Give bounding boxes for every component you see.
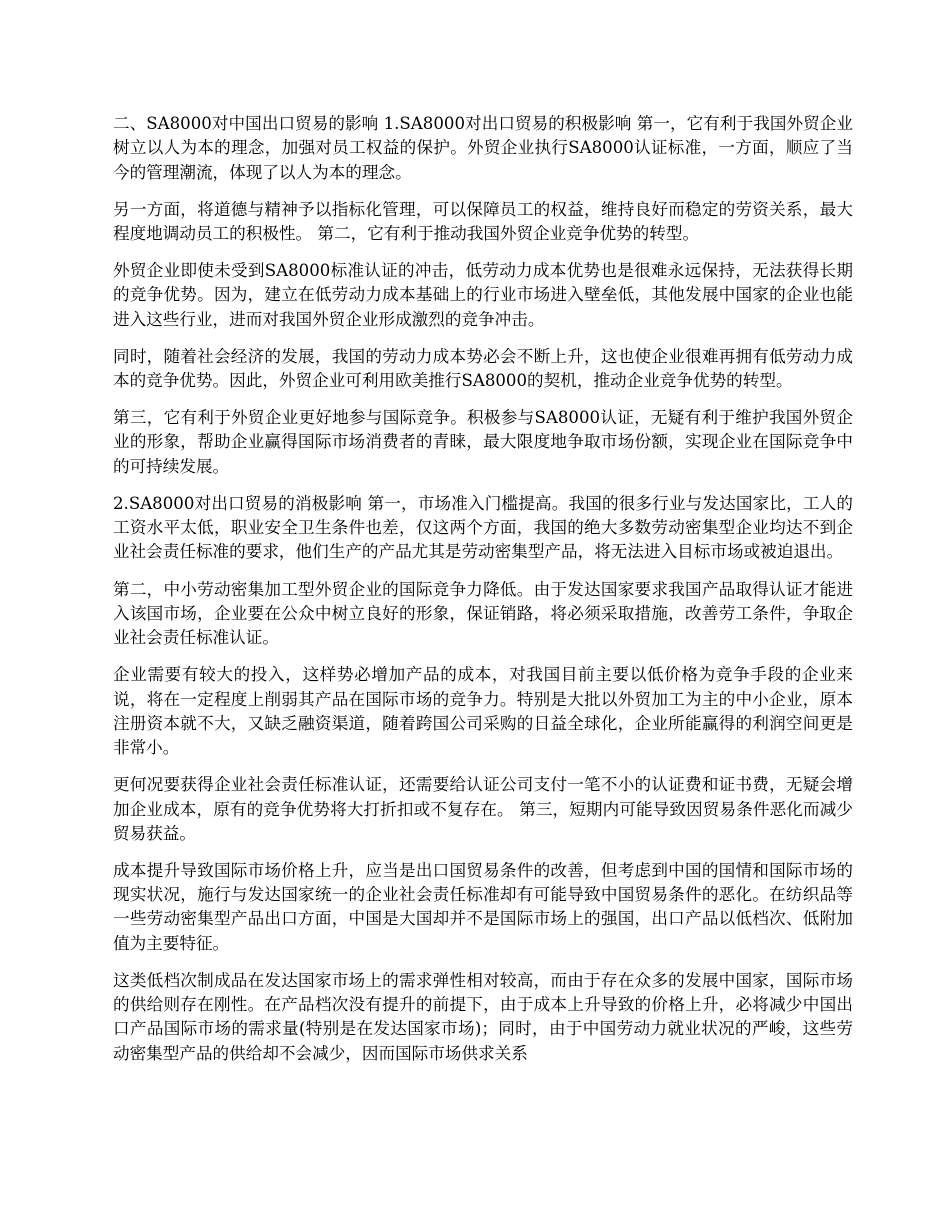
document-page <box>113 112 853 1079</box>
paragraph-11: 这类低档次制成品在发达国家市场上的需求弹性相对较高，而由于存在众多的发展中国家，国际市场的供给则存在刚性。在产品档次没有提升的前提下，由于成本上升导致的价格上升，必将减少中国出口产品国际市场的需求量(特别是在发达国家市场)；同时，由于中国劳动力就业状况的严峻，这些劳动密集型产品的供给却不会减少，因而国际市场供求关系 <box>113 970 853 1063</box>
paragraph-1: 二、SA8000对中国出口贸易的影响 1.SA8000对出口贸易的积极影响 第一，它有利于我国外贸企业树立以人为本的理念，加强对员工权益的保护。外贸企业执行SA8000认证标准，一方面，顺应了当今的管理潮流，体现了以人为本的理念。 <box>113 114 853 182</box>
paragraph-2: 另一方面，将道德与精神予以指标化管理，可以保障员工的权益，维持良好而稳定的劳资关系，最大程度地调动员工的积极性。 第二，它有利于推动我国外贸企业竞争优势的转型。 <box>113 199 853 243</box>
paragraph-7: 第二，中小劳动密集加工型外贸企业的国际竞争力降低。由于发达国家要求我国产品取得认证才能进入该国市场，企业要在公众中树立良好的形象，保证销路，将必须采取措施，改善劳工条件，争取企业社会责任标准认证。 <box>113 579 853 648</box>
paragraph-10: 成本提升导致国际市场价格上升，应当是出口国贸易条件的改善，但考虑到中国的国情和国际市场的现实状况，施行与发达国家统一的企业社会责任标准却有可能导致中国贸易条件的恶化。在纺织品等一些劳动密集型产品出口方面，中国是大国却并不是国际市场上的强国，出口产品以低档次、低附加值为主要特征。 <box>113 860 853 953</box>
paragraph-9: 更何况要获得企业社会责任标准认证，还需要给认证公司支付一笔不小的认证费和证书费，无疑会增加企业成本，原有的竞争优势将大打折扣或不复存在。 第三，短期内可能导致因贸易条件恶化而减少贸易获益。 <box>113 775 853 843</box>
paragraph-3: 外贸企业即使未受到SA8000标准认证的冲击，低劳动力成本优势也是很难永远保持，无法获得长期的竞争优势。因为，建立在低劳动力成本基础上的行业市场进入壁垒低，其他发展中国家的企业也能进入这些行业，进而对我国外贸企业形成激烈的竞争冲击。 <box>113 261 853 329</box>
paragraph-6: 2.SA8000对出口贸易的消极影响 第一，市场准入门槛提高。我国的很多行业与发达国家比，工人的工资水平太低，职业安全卫生条件也差，仅这两个方面，我国的绝大多数劳动密集型企业均达不到企业社会责任标准的要求，他们生产的产品尤其是劳动密集型产品，将无法进入目标市场或被迫退出。 <box>113 493 853 562</box>
paragraph-4: 同时，随着社会经济的发展，我国的劳动力成本势必会不断上升，这也使企业很难再拥有低劳动力成本的竞争优势。因此，外贸企业可利用欧美推行SA8000的契机，推动企业竞争优势的转型。 <box>113 346 853 391</box>
paragraph-8: 企业需要有较大的投入，这样势必增加产品的成本，对我国目前主要以低价格为竞争手段的企业来说，将在一定程度上削弱其产品在国际市场的竞争力。特别是大批以外贸加工为主的中小企业，原本注册资本就不大，又缺乏融资渠道，随着跨国公司采购的日益全球化，企业所能赢得的利润空间更是非常小。 <box>113 665 853 758</box>
paragraph-5: 第三，它有利于外贸企业更好地参与国际竞争。积极参与SA8000认证，无疑有利于维护我国外贸企业的形象，帮助企业赢得国际市场消费者的青睐，最大限度地争取市场份额，实现企业在国际竞争中的可持续发展。 <box>113 408 853 476</box>
